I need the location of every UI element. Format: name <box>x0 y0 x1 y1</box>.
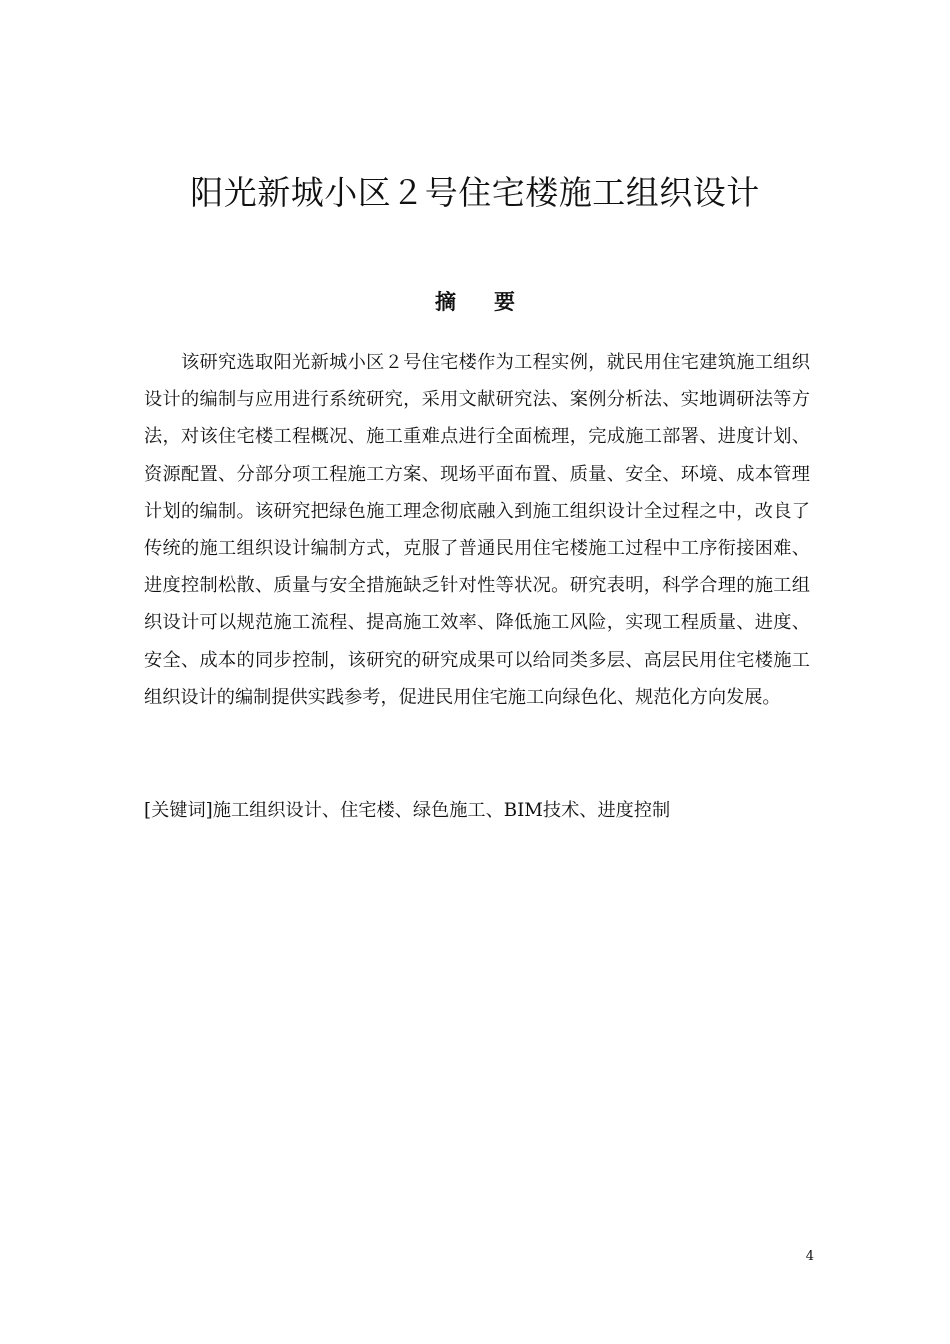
document-title: 阳光新城小区２号住宅楼施工组织设计 <box>190 173 760 212</box>
abstract-heading: 摘要 <box>435 290 553 314</box>
page-number: 4 <box>805 1249 814 1264</box>
abstract-paragraph: 该研究选取阳光新城小区２号住宅楼作为工程实例，就民用住宅建筑施工组织设计的编制与应用进行系统研究，采用文献研究法、案例分析法、实地调研法等方法，对该住宅楼工程概况、施工重难点进行全面梳理，完成施工部署、进度计划、资源配置、分部分项工程施工方案、现场平面布置、质量、安全、环境、成本管理计划的编制。该研究把绿色施工理念彻底融入到施工组织设计全过程之中，改良了传统的施工组织设计编制方式，克服了普通民用住宅楼施工过程中工序衔接困难、进度控制松散、质量与安全措施缺乏针对性等状况。研究表明，科学合理的施工组织设计可以规范施工流程、提高施工效率、降低施工风险，实现工程质量、进度、安全、成本的同步控制，该研究的研究成果可以给同类多层、高层民用住宅楼施工组织设计的编制提供实践参考，促进民用住宅施工向绿色化、规范化方向发展。 <box>144 352 810 708</box>
keywords-line: [关键词]施工组织设计、住宅楼、绿色施工、BIM技术、进度控制 <box>144 800 671 821</box>
